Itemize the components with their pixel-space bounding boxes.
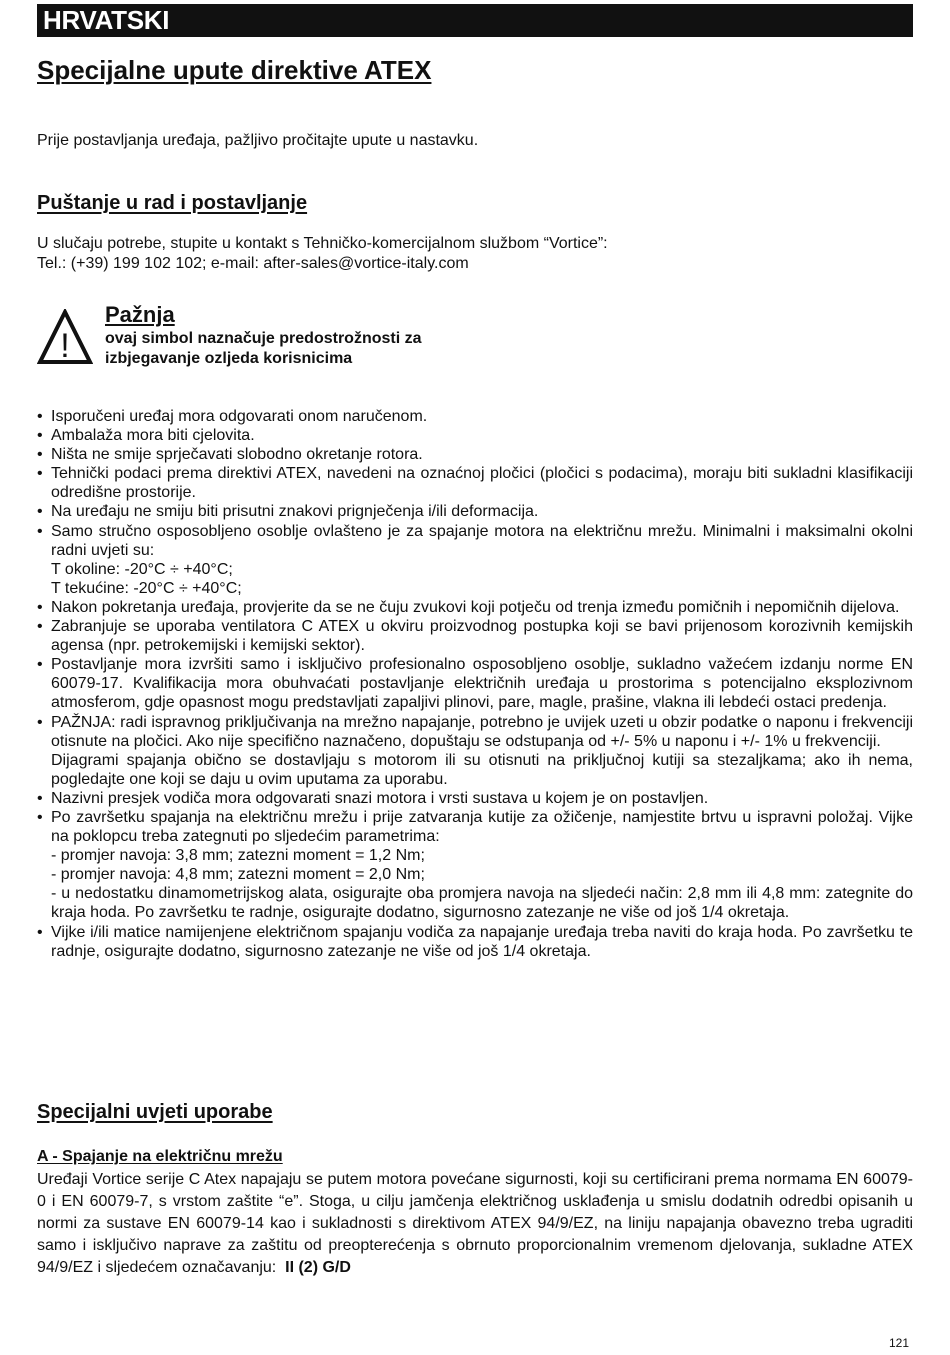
list-item: [37, 407, 913, 426]
list-item-text: Ništa ne smije sprječavati slobodno okretanje rotora.: [51, 446, 423, 464]
page-number: 121: [889, 1336, 910, 1350]
list-item-text: Samo stručno osposobljeno osoblje ovlašteno je za spajanje motora na električnu mrežu. Minimalni i maksimalni okolni radni uvjeti su:: [51, 522, 913, 559]
subsection-heading: A - Spajanje na električnu mrežu: [37, 1148, 283, 1165]
list-item: [37, 713, 913, 789]
intro-text: Prije postavljanja uređaja, pažljivo pročitajte upute u nastavku.: [37, 132, 479, 149]
list-item-text: Na uređaju ne smiju biti prisutni znakovi prignječenja i/ili deformacija.: [51, 503, 539, 521]
list-item-line: - promjer navoja: 4,8 mm; zatezni moment = 2,0 Nm;: [51, 866, 425, 884]
list-item-paragraph: - u nedostatku dinamometrijskog alata, osigurajte oba promjera navoja na sljedeći način: 2,8 mm ili 4,8 mm: zategnite do kraja hoda. Po završetku te radnje, osigurajte dodatno, sigurnosno zatezanje ne više od još 1/4 okretaja.: [51, 885, 913, 922]
subsection-text: [37, 1169, 913, 1279]
list-item: [37, 923, 913, 961]
list-item-text: Ambalaža mora biti cjelovita.: [51, 427, 255, 445]
list-item-text: PAŽNJA: radi ispravnog priključivanja na mrežno napajanje, potrebno je uvijek uzeti u obzir podatke o naponu i frekvenciji otisnute na pločici. Ako nije specifično naznačeno, dopuštaju se odstupanja od +/- 5% u naponu i +/- 1% u frekvenciji.: [51, 713, 913, 750]
list-item-text: Nakon pokretanja uređaja, provjerite da se ne čuju zvukovi koji potječu od trenja između pomičnih i nepomičnih dijelova.: [51, 598, 900, 616]
list-item: [37, 426, 913, 445]
list-item-line: T okoline: -20°C ÷ +40°C;: [51, 560, 233, 578]
language-header-bar: [37, 4, 913, 37]
warning-triangle-icon: [37, 309, 93, 365]
atex-marking: II (2) G/D: [285, 1259, 351, 1276]
section-heading-special-conditions: Specijalni uvjeti uporabe: [37, 1101, 273, 1123]
requirements-list: [37, 407, 913, 961]
list-item-text: Vijke i/ili matice namijenjene električnom spajanju vodiča za napajanje uređaja treba naviti do kraja hoda. Po završetku te radnje, osigurajte dodatno, sigurnosno zatezanje ne više od još 1/4 okretaja.: [51, 923, 913, 960]
section-heading-installation: Puštanje u rad i postavljanje: [37, 192, 308, 214]
list-item: [37, 445, 913, 464]
warning-symbol: !: [60, 327, 70, 365]
list-item-text: Isporučeni uređaj mora odgovarati onom naručenom.: [51, 408, 428, 425]
list-item-text: Tehnički podaci prema direktivi ATEX, navedeni na oznaćnoj pločici (pločici s podacima), moraju biti sukladni klasifikaciji odredišne prostorije.: [51, 465, 913, 502]
list-item: [37, 502, 913, 521]
list-item: [37, 617, 913, 655]
list-item-paragraph: Dijagrami spajanja obično se dostavljaju s motorom ili su otisnuti na priključnoj kutiji sa stezaljkama; ako ih nema, pogledajte one koji se daju u ovim uputama za uporabu.: [51, 751, 913, 788]
subsection-body: Uređaji Vortice serije C Atex napajaju se putem motora povećane sigurnosti, koji su certificirani prema normama EN 60079-0 i EN 60079-7, s vrstom zaštite “e”. Stoga, u cilju jamčenja električnog usklađenja u smislu dodatnih odredbi opisanih u normi za sustave EN 60079-14 kao i sukladnosti s direktivom ATEX 94/9/EZ, na liniju napajanja obavezno treba ugraditi samo i isključivo naprave za zaštitu od preopterećenja s obrnuto proporcionalnim vremenom djelovanja, sukladne ATEX 94/9/EZ i sljedećem označavanju:: [37, 1171, 913, 1276]
list-item: [37, 598, 913, 617]
list-item-line: T tekućine: -20°C ÷ +40°C;: [51, 579, 242, 597]
list-item: [37, 789, 913, 808]
list-item-text: Nazivni presjek vodiča mora odgovarati snazi motora i vrsti sustava u kojem je on postavljen.: [51, 789, 709, 807]
page-title: Specijalne upute direktive ATEX: [37, 55, 432, 85]
list-item-text: Zabranjuje se uporaba ventilatora C ATEX u okviru proizvodnog postupka koji se bavi prijenosom korozivnih kemijskih agensa (npr. petrokemijski i kemijski sektor).: [51, 618, 913, 655]
list-item-line: - promjer navoja: 3,8 mm; zatezni moment = 1,2 Nm;: [51, 847, 425, 865]
list-item-text: Postavljanje mora izvršiti samo i isključivo profesionalno osposobljeno osoblje, sukladno važećem izdanju norme EN 60079-17. Kvalifikacija mora obuhvaćati postavljanje električnih uređaja u prostorima s potencijalno eksplozivnom atmosferom, gdje opasnost mogu predstavljati zapaljivi plinovi, pare, magle, prašine, vlakna ili lebdeći ostaci predenja.: [51, 656, 913, 712]
contact-phone-email: Tel.: (+39) 199 102 102; e-mail: after-sales@vortice-italy.com: [37, 255, 469, 272]
warning-title: Pažnja: [105, 302, 175, 327]
contact-line: U slučaju potrebe, stupite u kontakt s Tehničko-komercijalnom službom “Vortice”:: [37, 235, 608, 252]
list-item: [37, 464, 913, 502]
list-item-text: Po završetku spajanja na električnu mrežu i prije zatvaranja kutije za ožičenje, namjestite brtvu u ispravni položaj. Vijke na poklopcu treba zategnuti po sljedećim parametrima:: [51, 808, 913, 846]
warning-text: ovaj simbol naznačuje predostrožnosti za izbjegavanje ozljeda korisnicima: [105, 330, 422, 367]
list-item: [37, 655, 913, 712]
contact-info: [37, 234, 608, 274]
list-item: [37, 808, 913, 923]
list-item: [37, 522, 913, 598]
language-label: HRVATSKI: [43, 5, 170, 35]
